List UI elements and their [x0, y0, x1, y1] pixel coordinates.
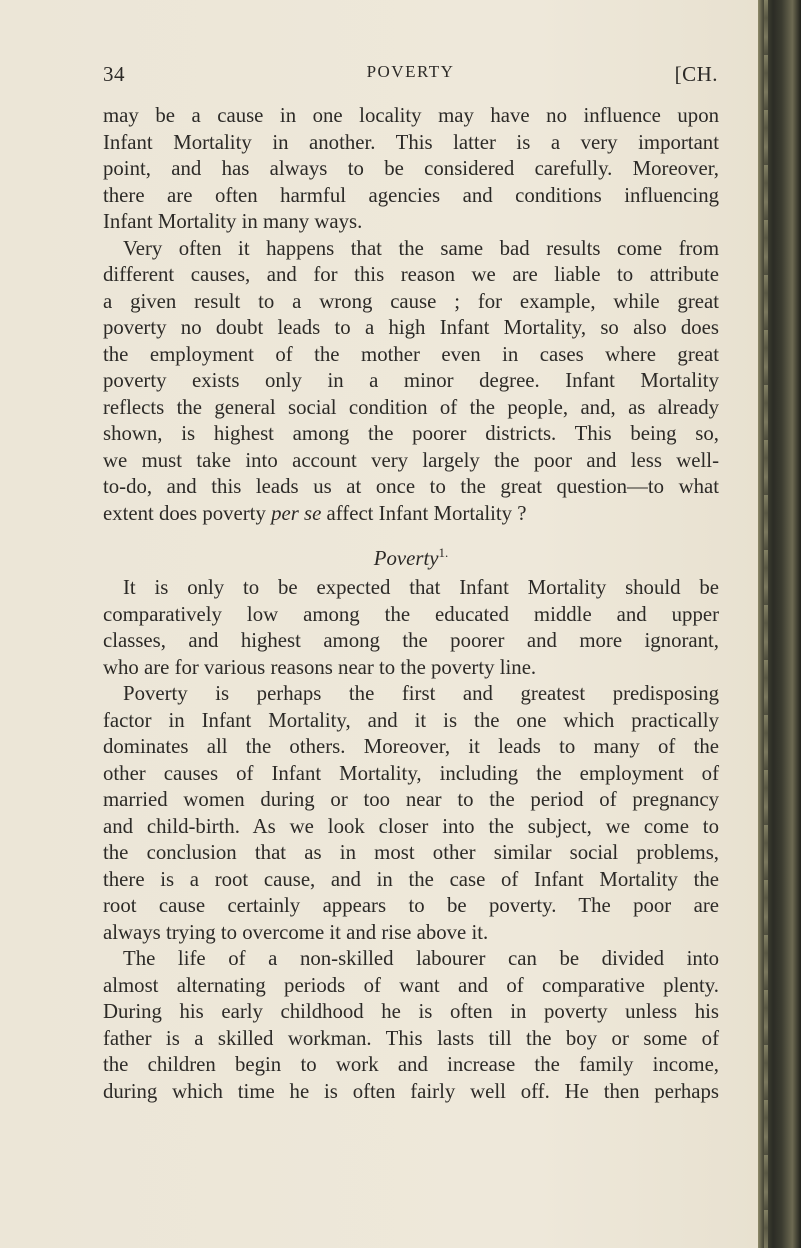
text-line: poverty no doubt leads to a high Infant Mortality, so also does: [103, 316, 719, 339]
text-run: extent does poverty: [103, 501, 272, 525]
text-line: we must take into account very largely the poor and less well-: [103, 448, 719, 472]
text-line: Infant Mortality in another. This latter is a very important: [103, 130, 719, 154]
paragraph-4: [103, 681, 719, 946]
footnote-marker: 1.: [438, 545, 449, 560]
text-line: The life of a non-skilled labourer can be divided into: [123, 947, 719, 970]
text-line: father is a skilled workman. This lasts till the boy or some of: [103, 1026, 719, 1050]
text-line: who are for various reasons near to the poverty line.: [103, 655, 537, 679]
body-text: [103, 103, 719, 1105]
text-line: dominates all the others. Moreover, it leads to many of the: [103, 735, 719, 758]
text-line: the conclusion that as in most other similar social problems,: [103, 841, 719, 864]
text-line: comparatively low among the educated middle and upper: [103, 602, 719, 626]
page-header: [103, 62, 718, 92]
text-line: the children begin to work and increase the family income,: [103, 1053, 719, 1076]
text-line: point, and has always to be considered carefully. Moreover,: [103, 157, 719, 180]
text-line: there is a root cause, and in the case of Infant Mortality the: [103, 867, 719, 891]
text-line: married women during or too near to the period of pregnancy: [103, 788, 719, 811]
book-spine-edge: [758, 0, 801, 1248]
chapter-reference: [CH.: [674, 62, 718, 86]
italic-phrase: per se: [271, 501, 322, 525]
text-line: and child-birth. As we look closer into the subject, we come to: [103, 814, 719, 838]
text-line: Infant Mortality in many ways.: [103, 210, 363, 233]
text-line-with-italic: [103, 501, 719, 528]
text-line: During his early childhood he is often in poverty unless his: [103, 1000, 719, 1023]
text-line: to-do, and this leads us at once to the great question—to what: [103, 475, 719, 498]
paragraph-2: [103, 236, 719, 528]
text-line: there are often harmful agencies and conditions influencing: [103, 183, 719, 207]
text-line: other causes of Infant Mortality, including the employment of: [103, 761, 719, 785]
paragraph-3: [103, 575, 719, 681]
text-line: Very often it happens that the same bad results come from: [123, 236, 719, 260]
text-line: almost alternating periods of want and of comparative plenty.: [103, 973, 719, 997]
text-line: factor in Infant Mortality, and it is the one which practically: [103, 708, 719, 732]
text-line: a given result to a wrong cause ; for example, while great: [103, 289, 719, 313]
text-line: the employment of the mother even in cases where great: [103, 342, 719, 366]
running-title: POVERTY: [366, 62, 455, 81]
section-heading: [103, 531, 719, 575]
page-number: 34: [103, 62, 125, 86]
text-line: Poverty is perhaps the first and greatest predisposing: [123, 682, 719, 705]
text-line: root cause certainly appears to be poverty. The poor are: [103, 894, 719, 917]
text-line: It is only to be expected that Infant Mortality should be: [123, 576, 719, 599]
paragraph-1: [103, 103, 719, 236]
text-line: may be a cause in one locality may have no influence upon: [103, 104, 719, 127]
text-line: reflects the general social condition of the people, and, as already: [103, 395, 719, 419]
text-line: during which time he is often fairly well off. He then perhaps: [103, 1079, 719, 1103]
text-line: classes, and highest among the poorer and more ignorant,: [103, 629, 719, 652]
text-line: different causes, and for this reason we are liable to attribute: [103, 263, 719, 286]
section-heading-text: Poverty: [373, 546, 439, 570]
text-run: affect Infant Mortality ?: [321, 501, 527, 525]
text-line: poverty exists only in a minor degree. Infant Mortality: [103, 369, 719, 392]
paragraph-5: [103, 946, 719, 1105]
text-line: shown, is highest among the poorer districts. This being so,: [103, 422, 719, 445]
text-line: always trying to overcome it and rise above it.: [103, 920, 489, 944]
